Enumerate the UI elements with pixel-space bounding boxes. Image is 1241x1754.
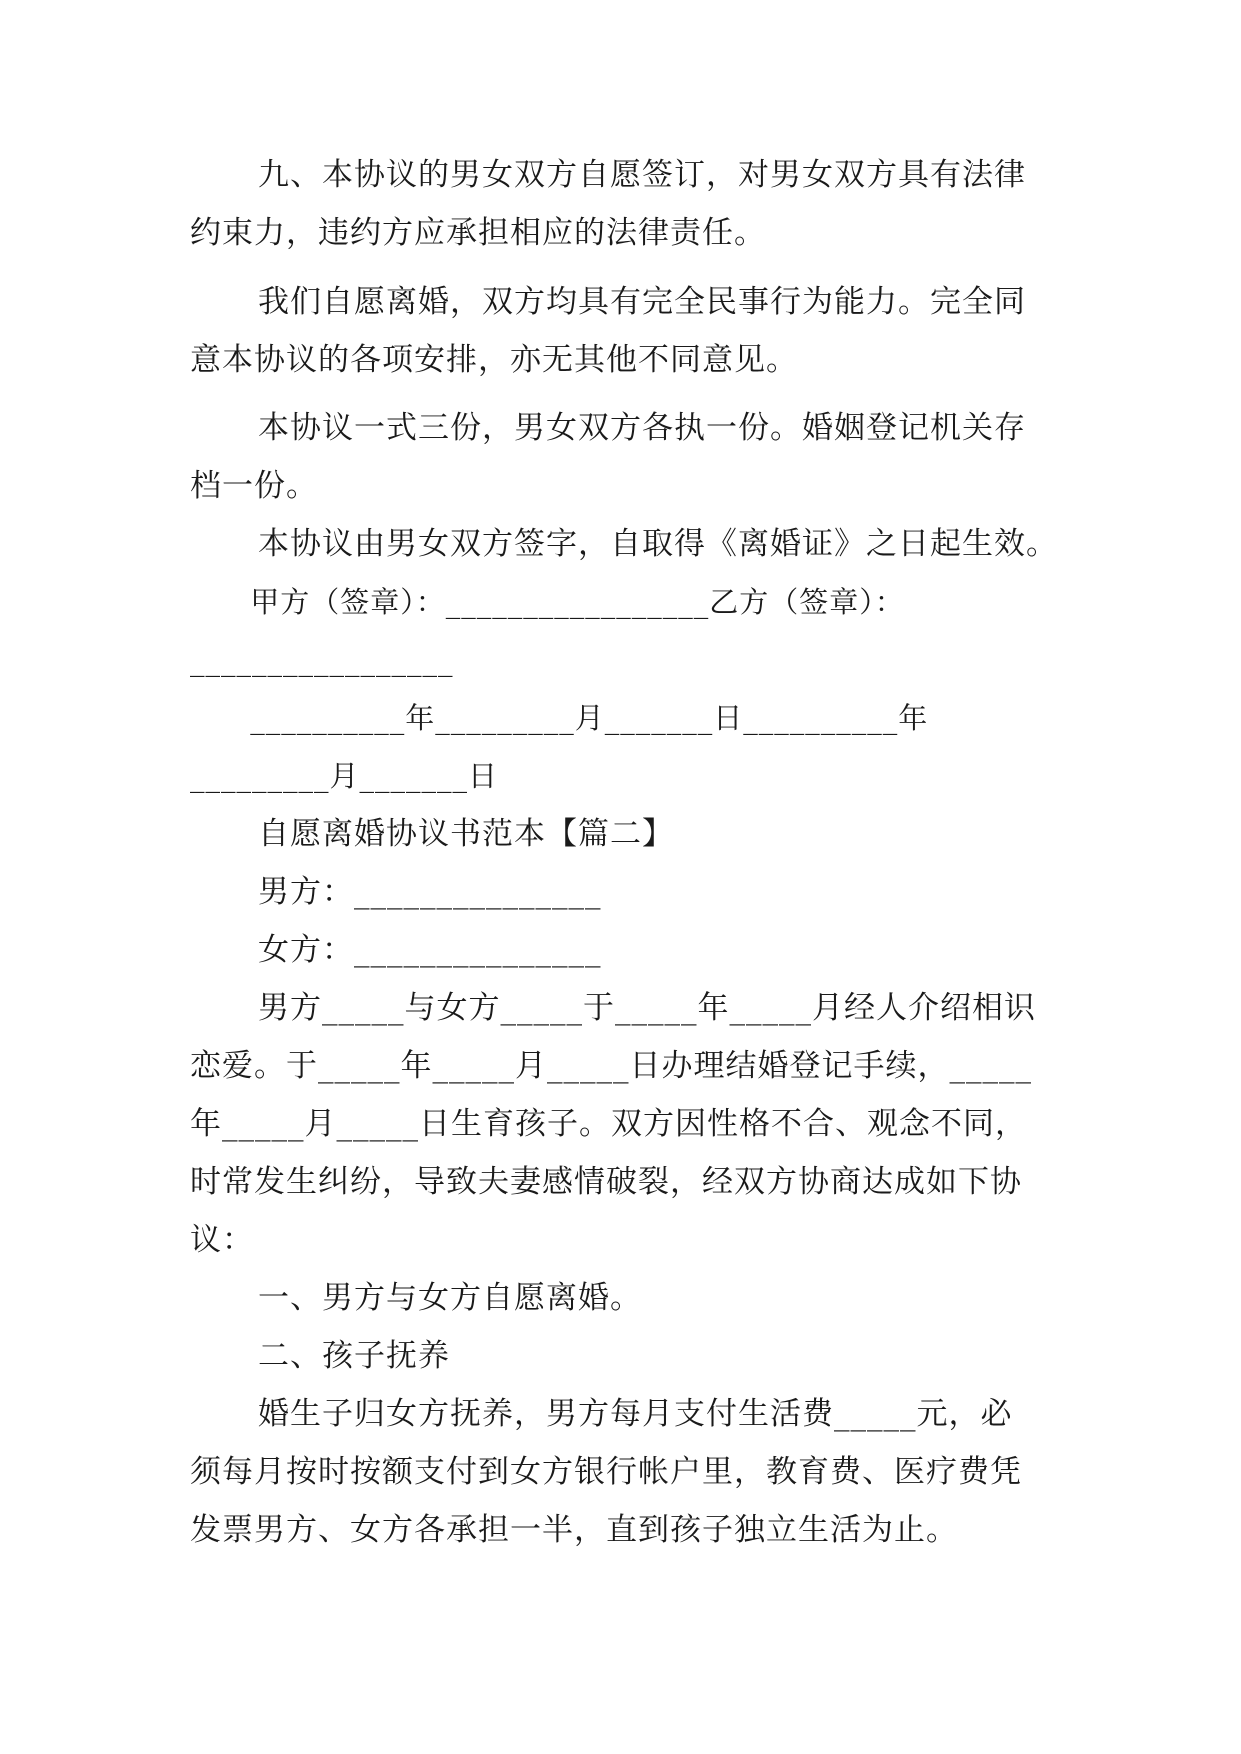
- signature-blank: _________________: [190, 643, 454, 677]
- custody-line-3: 发票男方、女方各承担一半，直到孩子独立生活为止。: [190, 1512, 958, 1548]
- capacity-statement-line-1: 我们自愿离婚，双方均具有完全民事行为能力。完全同: [258, 284, 1026, 320]
- background-line-5: 议：: [190, 1222, 254, 1258]
- background-line-1: 男方_____与女方_____于_____年_____月经人介绍相识: [258, 990, 1036, 1026]
- custody-line-1: 婚生子归女方抚养，男方每月支付生活费_____元，必: [258, 1396, 1013, 1432]
- date-line-1: __________年_________月_______日__________年: [240, 701, 929, 735]
- female-party-field: 女方：_______________: [258, 932, 602, 968]
- background-line-4: 时常发生纠纷，导致夫妻感情破裂，经双方协商达成如下协: [190, 1164, 1022, 1200]
- capacity-statement-line-2: 意本协议的各项安排，亦无其他不同意见。: [190, 342, 798, 378]
- effective-statement: 本协议由男女双方签字，自取得《离婚证》之日起生效。: [258, 526, 1058, 562]
- clause-two-heading: 二、孩子抚养: [258, 1338, 450, 1374]
- section-title-part-two: 自愿离婚协议书范本【篇二】: [258, 816, 674, 852]
- clause-one: 一、男方与女方自愿离婚。: [258, 1280, 642, 1316]
- clause-nine-line-1: 九、本协议的男女双方自愿签订，对男女双方具有法律: [258, 157, 1026, 193]
- copies-statement-line-2: 档一份。: [190, 468, 318, 504]
- background-line-2: 恋爱。于_____年_____月_____日办理结婚登记手续，_____: [190, 1048, 1032, 1084]
- date-line-2: _________月_______日: [190, 759, 499, 793]
- custody-line-2: 须每月按时按额支付到女方银行帐户里，教育费、医疗费凭: [190, 1454, 1022, 1490]
- clause-nine-line-2: 约束力，违约方应承担相应的法律责任。: [190, 215, 766, 251]
- copies-statement-line-1: 本协议一式三份，男女双方各执一份。婚姻登记机关存: [258, 410, 1026, 446]
- signature-line: 甲方（签章）：_________________乙方（签章）：: [240, 585, 905, 619]
- background-line-3: 年_____月_____日生育孩子。双方因性格不合、观念不同，: [190, 1106, 1027, 1142]
- male-party-field: 男方：_______________: [258, 874, 602, 910]
